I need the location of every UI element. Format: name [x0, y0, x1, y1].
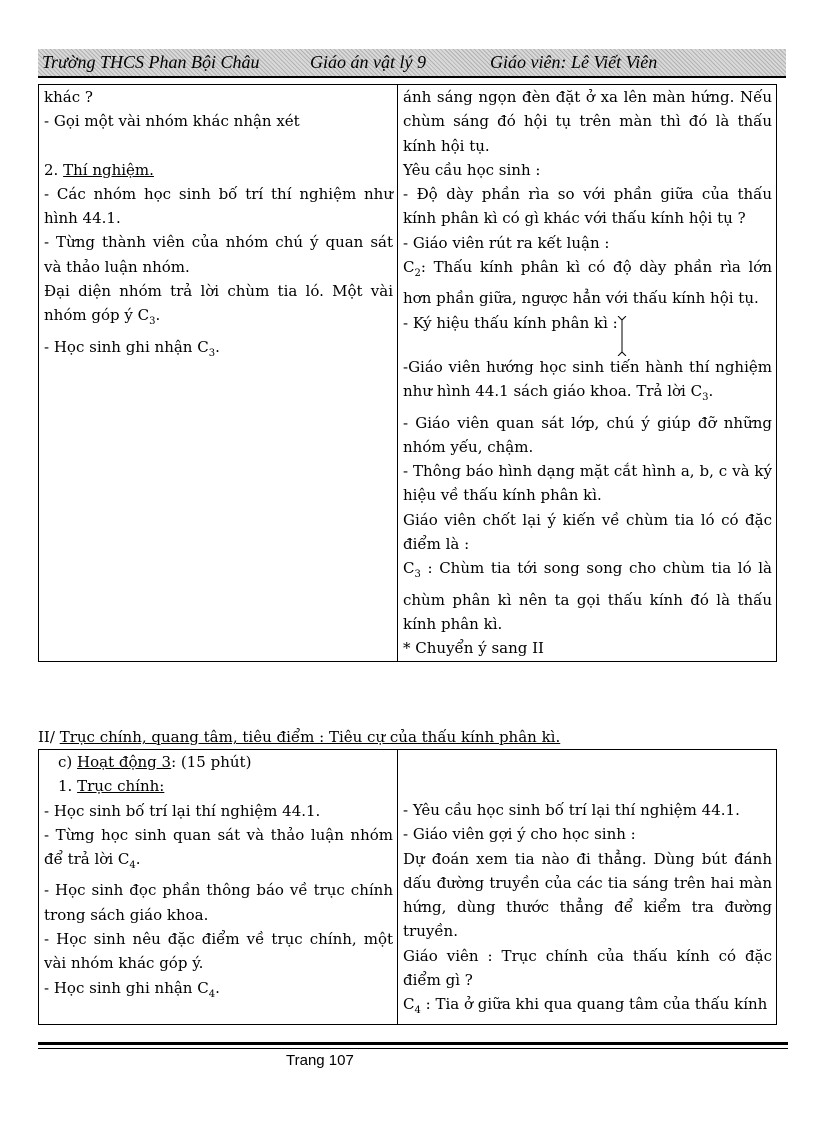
header-subject: Giáo án vật lý 9 — [310, 52, 426, 72]
student-column-1: khác ? - Gọi một vài nhóm khác nhận xét 2. Thí nghiệm. - Các nhóm học sinh bố trí thí nghiệm như hình 44.1. - Từng thành viên của nhóm chú ý quan sát và thảo luận nhóm. Đại diện nhóm trả lời chùm tia ló. Một vài nhóm góp ý $C_3$. - Học sinh ghi nhận $C_3$. — [39, 85, 398, 662]
section-heading: II/ Trục chính, quang tâm, tiêu điểm : Tiêu cự của thấu kính phân kì. — [38, 728, 561, 746]
activity-heading: c) Hoạt động 3: (15 phút) — [58, 753, 252, 771]
lesson-table-2 — [38, 749, 777, 1025]
teacher-column-2: - Yêu cầu học sinh bố trí lại thí nghiệm 44.1. - Giáo viên gợi ý cho học sinh : Dự đoán xem tia nào đi thẳng. Dùng bút đánh dấu đường truyền của các tia sáng trên hai màn hứng, dùng thước thẳng để kiểm tra đường truyền. Giáo viên : Trục chính của thấu kính có đặc điểm gì ? $C_4$ : Tia ở giữa khi qua quang tâm của thấu kính — [398, 750, 777, 1025]
main-axis-heading: 1. Trục chính: — [58, 777, 165, 796]
page-header — [38, 49, 786, 78]
footer-rule-thin — [38, 1048, 788, 1049]
diverging-lens-symbol-icon — [616, 316, 628, 356]
header-school: Trường THCS Phan Bội Châu — [42, 52, 260, 72]
teacher-column-1: ánh sáng ngọn đèn đặt ở xa lên màn hứng. Nếu chùm sáng đó hội tụ trên màn thì đó là thấu kính hội tụ. Yêu cầu học sinh : - Độ dày phần rìa so với phần giữa của thấu kính phân kì có gì khác với thấu kính hội tụ ? - Giáo viên rút ra kết luận : $C_2$: Thấu kính phân kì có độ dày phần rìa lớn hơn phần giữa, ngược hẳn với thấu kính hội tụ. - Ký hiệu thấu kính phân kì : -Giáo viên hướng học sinh tiến hành thí nghiệm như hình 44.1 sách giáo khoa. Trả lời $C_3$. - Giáo viên quan sát lớp, chú ý giúp đỡ những nhóm yếu, chậm. - Thông báo hình dạng mặt cắt hình a, b, c và ký hiệu về thấu kính phân kì. Giáo viên chốt lại ý kiến về chùm tia ló có đặc điểm là : $C_3$ : Chùm tia tới song song cho chùm tia ló là chùm phân kì nên ta gọi thấu kính đó là thấu kính phân kì. * Chuyển ý sang II — [398, 85, 777, 662]
lesson-table-1 — [38, 84, 777, 662]
page-number: Trang 107 — [286, 1052, 354, 1069]
header-teacher: Giáo viên: Lê Viết Viên — [490, 52, 658, 72]
experiment-heading: 2. Thí nghiệm. — [44, 160, 154, 179]
footer-rule — [38, 1042, 788, 1045]
student-column-2: c) Hoạt động 3: (15 phút) 1. Trục chính: - Học sinh bố trí lại thí nghiệm 44.1. - Từng học sinh quan sát và thảo luận nhóm để trả lời $C_4$. - Học sinh đọc phần thông báo về trục chính trong sách giáo khoa. - Học sinh nêu đặc điểm về trục chính, một vài nhóm khác góp ý. - Học sinh ghi nhận $C_4$. — [39, 750, 398, 1025]
